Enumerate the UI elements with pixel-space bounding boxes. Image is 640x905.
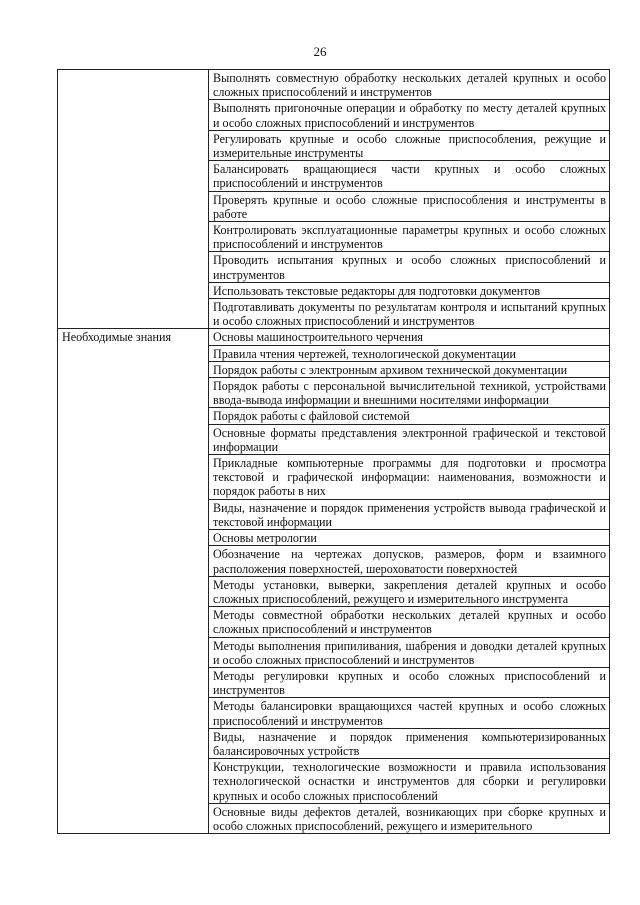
knowledge-item: Порядок работы с электронным архивом технической документации bbox=[209, 361, 610, 377]
knowledge-item: Основы метрологии bbox=[209, 530, 610, 546]
skill-item: Подготавливать документы по результатам контроля и испытаний крупных и особо сложных приспособлений и инструментов bbox=[209, 299, 610, 329]
skill-item: Контролировать эксплуатационные параметры крупных и особо сложных приспособлений и инструментов bbox=[209, 222, 610, 252]
knowledge-item: Методы регулировки крупных и особо сложных приспособлений и инструментов bbox=[209, 667, 610, 697]
skill-item: Выполнять совместную обработку нескольких деталей крупных и особо сложных приспособлений и инструментов bbox=[209, 70, 610, 100]
table-row bbox=[58, 70, 610, 100]
knowledge-item: Правила чтения чертежей, технологической документации bbox=[209, 345, 610, 361]
knowledge-item: Прикладные компьютерные программы для подготовки и просмотра текстовой и графической информации: наименования, возможности и порядок работы в них bbox=[209, 455, 610, 500]
knowledge-item: Конструкции, технологические возможности и правила использования технологической оснастки и инструментов для сборки и регулировки крупных и особо сложных приспособлений bbox=[209, 759, 610, 804]
knowledge-item: Основы машиностроительного черчения bbox=[209, 329, 610, 345]
knowledge-item: Порядок работы с файловой системой bbox=[209, 408, 610, 424]
knowledge-label-cell: Необходимые знания bbox=[58, 329, 209, 834]
knowledge-item: Методы выполнения припиливания, шабрения и доводки деталей крупных и особо сложных приспособлений и инструментов bbox=[209, 637, 610, 667]
skill-item: Регулировать крупные и особо сложные приспособления, режущие и измерительные инструменты bbox=[209, 130, 610, 160]
knowledge-item: Основные виды дефектов деталей, возникающих при сборке крупных и особо сложных приспособлений, режущего и измерительного bbox=[209, 803, 610, 833]
knowledge-item: Методы установки, выверки, закрепления деталей крупных и особо сложных приспособлений, режущего и измерительного инструмента bbox=[209, 576, 610, 606]
skill-item: Проверять крупные и особо сложные приспособления и инструменты в работе bbox=[209, 191, 610, 221]
knowledge-item: Виды, назначение и порядок применения устройств вывода графической и текстовой информации bbox=[209, 499, 610, 529]
knowledge-item: Основные форматы представления электронной графической и текстовой информации bbox=[209, 424, 610, 454]
knowledge-item: Методы балансировки вращающихся частей крупных и особо сложных приспособлений и инструментов bbox=[209, 698, 610, 728]
skill-item: Балансировать вращающиеся части крупных и особо сложных приспособлений и инструментов bbox=[209, 161, 610, 191]
table-row bbox=[58, 329, 610, 345]
skill-item: Использовать текстовые редакторы для подготовки документов bbox=[209, 282, 610, 298]
knowledge-item: Порядок работы с персональной вычислительной техникой, устройствами ввода-вывода информации и внешними носителями информации bbox=[209, 378, 610, 408]
skill-item: Выполнять пригоночные операции и обработку по месту деталей крупных и особо сложных приспособлений и инструментов bbox=[209, 100, 610, 130]
knowledge-item: Виды, назначение и порядок применения компьютеризированных балансировочных устройств bbox=[209, 728, 610, 758]
page-number: 26 bbox=[313, 44, 327, 59]
knowledge-item: Обозначение на чертежах допусков, размеров, форм и взаимного расположения поверхностей, шероховатости поверхностей bbox=[209, 546, 610, 576]
requirements-table bbox=[57, 69, 610, 834]
skill-item: Проводить испытания крупных и особо сложных приспособлений и инструментов bbox=[209, 252, 610, 282]
skills-label-cell bbox=[58, 70, 209, 329]
knowledge-item: Методы совместной обработки нескольких деталей крупных и особо сложных приспособлений и инструментов bbox=[209, 607, 610, 637]
